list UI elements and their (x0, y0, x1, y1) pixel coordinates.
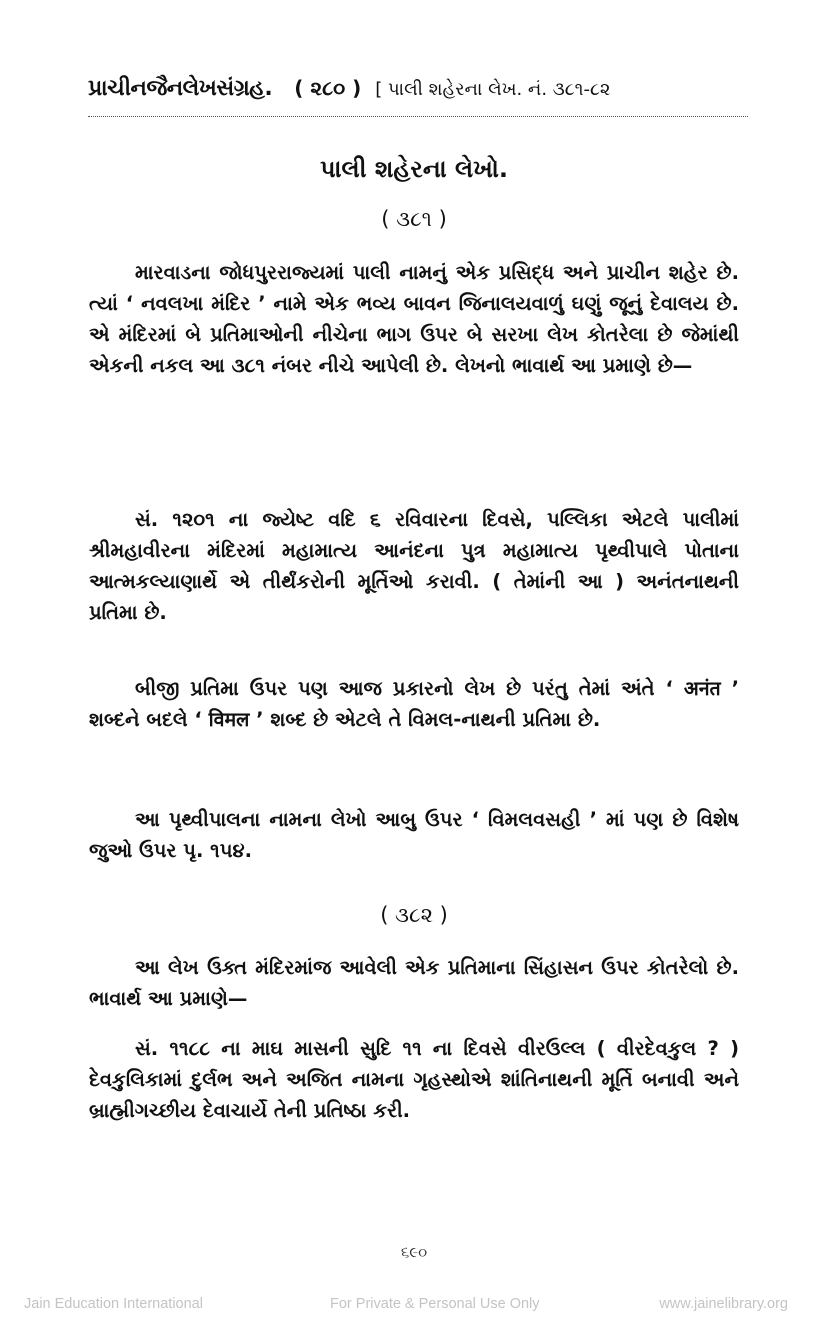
paragraph-381-meaning: સં. ૧૨૦૧ ના જ્યેષ્ટ વદિ ૬ રવિવારના દિવસે, પલ્લિકા એટલે પાલીમાં શ્રીમહાવીરના મંદિરમાં મહામાત્ય આનંદના પુત્ર મહામાત્ય પૃથ્વીપાલે પોતાના આત્મકલ્યાણાર્થે એ તીર્થંકરોની મૂર્તિઓ કરાવી. ( તેમાંની આ ) અનંતનાથની પ્રતિમા છે. (89, 508, 739, 624)
paragraph-381-intro: મારવાડના જોધપુરરાજ્યમાં પાલી નામનું એક પ્રસિદ્ધ અને પ્રાચીન શહેર છે. ત્યાં ‘ નવલખા મંદિર ’ નામે એક ભવ્ય બાવન જિનાલયવાળું ઘણું જૂનું દેવાલય છે. એ મંદિરમાં બે પ્રતિમાઓની નીચેના ભાગ ઉપર બે સરખા લેખ કોતરેલા છે જેમાંથી એકની નકલ આ ૩૮૧ નંબર નીચે આપેલી છે. લેખનો ભાવાર્થ આ પ્રમાણે છે— (89, 261, 739, 377)
section-reference: [ પાલી શહેરના લેખ. નં. ૩૮૧-૮૨ (375, 79, 611, 100)
footer-usage-note: For Private & Personal Use Only (330, 1296, 540, 1312)
footer-publisher: Jain Education International (24, 1296, 203, 1312)
page-number: ( ૨૮૦ ) (294, 76, 362, 100)
paragraph-381-second-image: બીજી પ્રતિમા ઉપર પણ આજ પ્રકારનો લેખ છે પરંતુ તેમાં અંતે ‘ अनंत ’ શબ્દને બદલે ‘ विमल ’ શબ્દ છે એટલે તે વિમલ-નાથની પ્રતિમા છે. (89, 677, 739, 731)
running-head (88, 76, 748, 101)
footer-website-link[interactable]: www.jainelibrary.org (659, 1296, 788, 1312)
footer (0, 1296, 828, 1320)
inscription-number-382: ( ૩૮૨ ) (380, 903, 448, 927)
book-title: પ્રાચીનજૈનલેખસંગ્રહ. (88, 76, 273, 101)
paragraph-381-reference: આ પૃથ્વીપાલના નામના લેખો આબુ ઉપર ‘ વિમલવસહી ’ માં પણ છે વિશેષ જુઓ ઉપર પૃ. ૧૫૪. (89, 808, 739, 862)
header-rule (88, 116, 748, 117)
paragraph-382-intro: આ લેખ ઉક્ત મંદિરમાંજ આવેલી એક પ્રતિમાના સિંહાસન ઉપર કોતરેલો છે. ભાવાર્થ આ પ્રમાણે— (89, 956, 739, 1010)
folio-number: ૬૯૦ (400, 1243, 428, 1261)
section-title: પાલી શહેરના લેખો. (320, 155, 508, 183)
paragraph-382-meaning: સં. ૧૧૮૮ ના માઘ માસની સુદિ ૧૧ ના દિવસે વીરઉલ્લ ( વીરદેવકુલ ? ) દેવકુલિકામાં દુર્લભ અને અજિત નામના ગૃહસ્થોએ શાંતિનાથની મૂર્તિ બનાવી અને બ્રાહ્મીગચ્છીય દેવાચાર્યે તેની પ્રતિષ્ઠા કરી. (89, 1037, 739, 1122)
inscription-number-381: ( ૩૮૧ ) (381, 207, 447, 231)
